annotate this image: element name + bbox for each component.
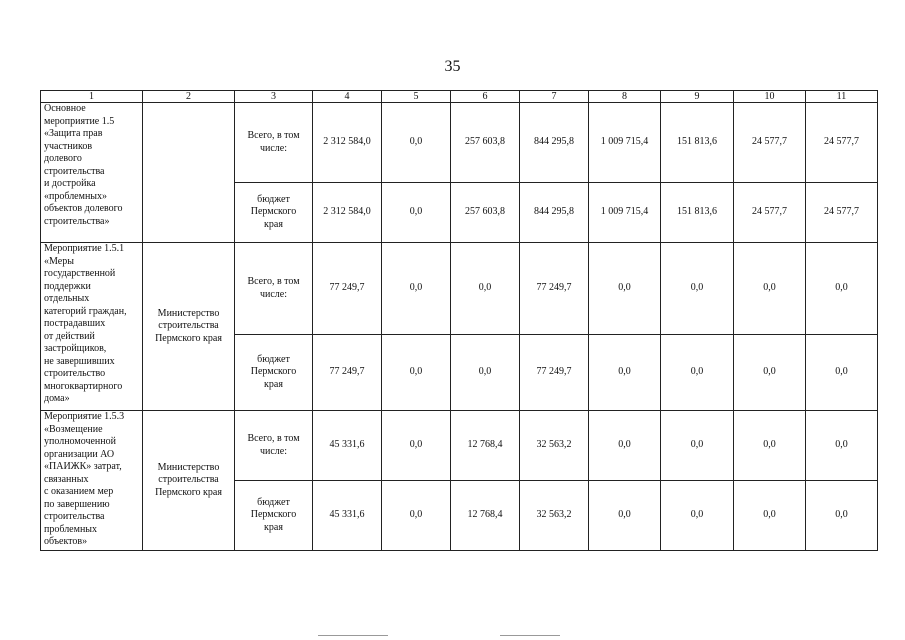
amount-cell: 0,0 [589,243,661,335]
event-name-cell: Мероприятие 1.5.1 «Меры государственной поддержки отдельных категорий граждан, пострадавших от действий застройщиков, не завершивших строительство многоквартирного дома» [41,243,143,411]
amount-cell: 45 331,6 [313,411,382,481]
amount-cell: 844 295,8 [520,103,589,183]
funding-source-cell: бюджет Пермского края [235,183,313,243]
amount-cell: 12 768,4 [451,411,520,481]
amount-cell: 0,0 [382,243,451,335]
scan-artifact [500,635,560,636]
amount-cell: 45 331,6 [313,481,382,551]
amount-cell: 0,0 [382,103,451,183]
amount-cell: 0,0 [382,335,451,411]
table-row [41,243,878,335]
amount-cell: 12 768,4 [451,481,520,551]
amount-cell: 32 563,2 [520,411,589,481]
amount-cell: 24 577,7 [734,103,806,183]
amount-cell: 77 249,7 [313,335,382,411]
amount-cell: 844 295,8 [520,183,589,243]
amount-cell: 0,0 [451,335,520,411]
amount-cell: 0,0 [382,411,451,481]
amount-cell: 0,0 [734,411,806,481]
amount-cell: 77 249,7 [520,243,589,335]
amount-cell: 0,0 [661,411,734,481]
event-name-cell: Мероприятие 1.5.3 «Возмещение уполномоченной организации АО «ПАИЖК» затрат, связанных с оказанием мер по завершению строительства проблемных объектов» [41,411,143,551]
amount-cell: 0,0 [382,183,451,243]
table-body [41,91,878,551]
funding-source-cell: бюджет Пермского края [235,335,313,411]
amount-cell: 0,0 [382,481,451,551]
funding-source-cell: Всего, в том числе: [235,103,313,183]
page-number: 35 [444,58,461,75]
header-cell: 1 [41,91,143,103]
amount-cell: 0,0 [589,411,661,481]
amount-cell: 24 577,7 [734,183,806,243]
header-cell: 5 [382,91,451,103]
header-cell: 3 [235,91,313,103]
header-cell: 9 [661,91,734,103]
amount-cell: 77 249,7 [313,243,382,335]
amount-cell: 24 577,7 [806,103,878,183]
amount-cell: 0,0 [661,243,734,335]
amount-cell: 0,0 [806,411,878,481]
header-cell: 10 [734,91,806,103]
table-row [41,411,878,481]
amount-cell: 151 813,6 [661,103,734,183]
table-row [41,103,878,183]
funding-source-cell: Всего, в том числе: [235,411,313,481]
executor-cell: Министерство строительства Пермского края [143,243,235,411]
executor-cell [143,103,235,243]
header-row [41,91,878,103]
funding-source-cell: Всего, в том числе: [235,243,313,335]
header-cell: 11 [806,91,878,103]
amount-cell: 0,0 [661,335,734,411]
amount-cell: 0,0 [589,481,661,551]
amount-cell: 0,0 [806,335,878,411]
amount-cell: 32 563,2 [520,481,589,551]
amount-cell: 0,0 [589,335,661,411]
amount-cell: 0,0 [734,243,806,335]
amount-cell: 1 009 715,4 [589,103,661,183]
event-name-cell: Основное мероприятие 1.5 «Защита прав участников долевого строительства и достройка «проблемных» объектов долевого строительства» [41,103,143,243]
amount-cell: 257 603,8 [451,183,520,243]
amount-cell: 0,0 [734,335,806,411]
amount-cell: 257 603,8 [451,103,520,183]
amount-cell: 0,0 [734,481,806,551]
header-cell: 7 [520,91,589,103]
amount-cell: 151 813,6 [661,183,734,243]
amount-cell: 0,0 [661,481,734,551]
scan-artifact [318,635,388,636]
executor-cell: Министерство строительства Пермского края [143,411,235,551]
amount-cell: 77 249,7 [520,335,589,411]
header-cell: 4 [313,91,382,103]
budget-table [40,90,878,551]
amount-cell: 2 312 584,0 [313,183,382,243]
amount-cell: 0,0 [806,243,878,335]
funding-source-cell: бюджет Пермского края [235,481,313,551]
header-cell: 2 [143,91,235,103]
amount-cell: 24 577,7 [806,183,878,243]
amount-cell: 0,0 [451,243,520,335]
amount-cell: 1 009 715,4 [589,183,661,243]
amount-cell: 2 312 584,0 [313,103,382,183]
header-cell: 8 [589,91,661,103]
amount-cell: 0,0 [806,481,878,551]
header-cell: 6 [451,91,520,103]
